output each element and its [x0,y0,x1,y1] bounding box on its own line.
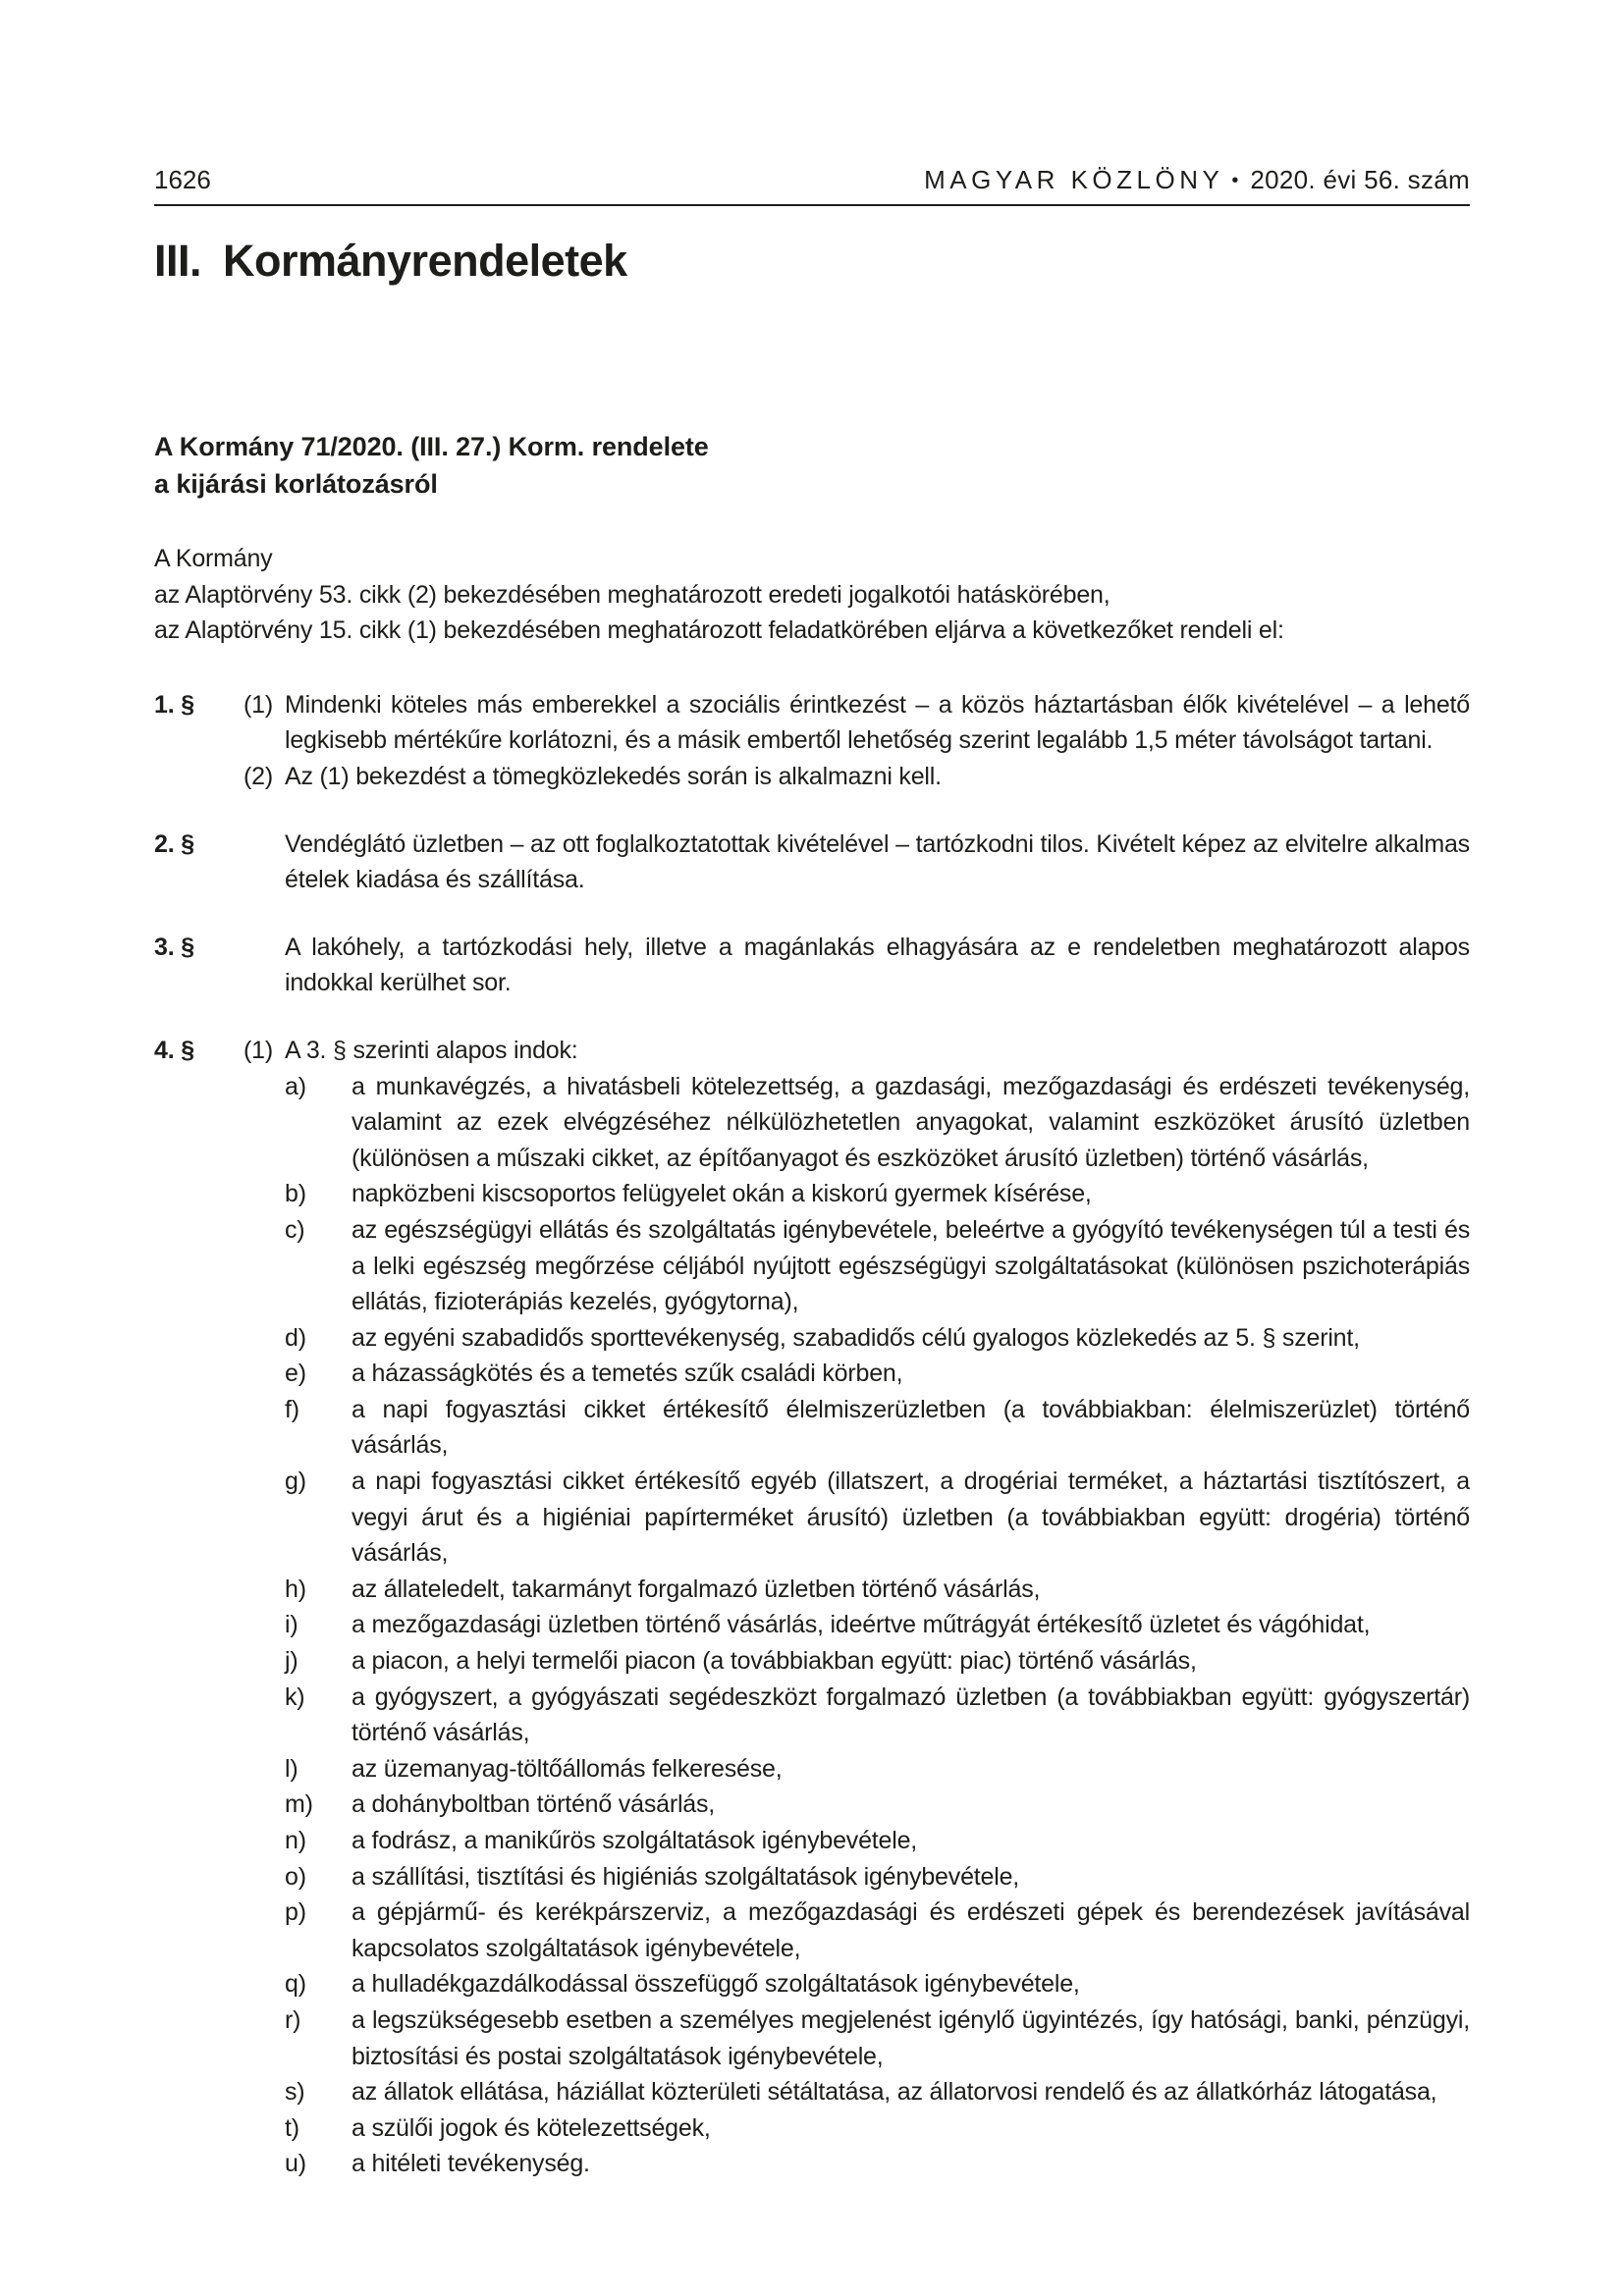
list-item-letter: t) [285,2113,299,2142]
law-paragraph [154,930,1470,1001]
page-content [154,0,1470,2182]
list-item-letter: d) [285,1323,306,1352]
list-item-text: a gépjármű- és kerékpárszerviz, a mezőgazdasági és erdészeti gépek és berendezések javításával kapcsolatos szolgáltatások igénybevétele, [352,1898,1470,1962]
journal-issue: 2020. évi 56. szám [1250,165,1470,194]
list-item-letter: f) [285,1395,299,1423]
list-item-text: a mezőgazdasági üzletben történő vásárlás, ideértve műtrágyát értékesítő üzletet és vágóhidat, [352,1611,1371,1639]
bullet-separator-icon: • [1231,170,1239,191]
list-item-letter: h) [285,1575,306,1603]
list-item-letter: p) [285,1898,306,1927]
chapter-heading [154,236,1470,287]
list-item [285,1787,1470,1823]
list-item [285,1751,1470,1788]
list-item [285,1895,1470,1966]
law-section [154,930,1470,1001]
list-item [285,1212,1470,1320]
chapter-title: Kormányrendeletek [223,236,627,286]
preamble [154,541,1470,649]
list-item-text: a piacon, a helyi termelői piacon (a továbbiakban együtt: piac) történő vásárlás, [352,1647,1197,1676]
list-item [285,1464,1470,1572]
list-item-text: a dohányboltban történő vásárlás, [352,1790,716,1819]
list-item [285,1859,1470,1896]
journal-name: MAGYAR KÖZLÖNY [924,165,1224,194]
paragraph-body [285,687,1470,759]
list-item [285,1607,1470,1643]
list-item-text: az állateledelt, takarmányt forgalmazó üzletben történő vásárlás, [352,1575,1041,1603]
list-item-letter: u) [285,2150,306,2178]
list-item-letter: n) [285,1827,306,1854]
list-item-text: az állatok ellátása, háziállat közterületi sétáltatása, az állatorvosi rendelő és az állatkórház látogatása, [352,2078,1437,2107]
list-item-letter: i) [285,1611,298,1639]
list-item [285,2110,1470,2147]
list-item-text: a szülői jogok és kötelezettségek, [352,2113,711,2142]
paragraph-body [285,759,1470,795]
preamble-line: az Alaptörvény 15. cikk (1) bekezdésében meghatározott feladatkörében eljárva a következőket rendeli el: [154,616,1284,645]
list-item-letter: a) [285,1072,306,1100]
paragraph-marker: (1) [244,1036,273,1064]
list-item [285,1680,1470,1751]
section-number: 3. § [154,933,194,961]
list-item-text: az egyéni szabadidős sporttevékenység, szabadidős célú gyalogos közlekedés az 5. § szerint, [352,1323,1360,1352]
list-item-letter: j) [285,1647,298,1676]
list-item-text: a szállítási, tisztítási és higiéniás szolgáltatások igénybevétele, [352,1862,1020,1891]
preamble-line: A Kormány [154,545,273,572]
list-item-letter: r) [285,2005,301,2034]
list-item-letter: k) [285,1682,305,1711]
list-item-letter: o) [285,1862,306,1891]
list-item [285,2146,1470,2182]
law-paragraph [154,759,1470,795]
list-item-letter: s) [285,2078,305,2107]
paragraph-text: Vendéglátó üzletben – az ott foglalkoztatottak kivételével – tartózkodni tilos. Kivételt képez az elvitelre alkalmas ételek kiadása és szállítása. [285,829,1470,894]
list-item-letter: b) [285,1180,306,1208]
law-section [154,1033,1470,2182]
list-item-letter: g) [285,1468,306,1496]
list-item [285,1392,1470,1464]
list-item-text: a napi fogyasztási cikket értékesítő egyéb (illatszert, a drogériai terméket, a háztartási tisztítószert, a vegyi árut és a higiéniai papírterméket árusító) üzletben (a továbbiakban együtt: drogéria) történő vásárlás, [352,1468,1470,1568]
law-paragraph [154,687,1470,759]
decree-title-line2: a kijárási korlátozásról [154,469,438,499]
journal-reference [924,167,1470,195]
paragraph-text: A lakóhely, a tartózkodási hely, illetve a magánlakás elhagyására az e rendeletben meghatározott alapos indokkal kerülhet sor. [285,933,1470,997]
list-item [285,1356,1470,1392]
page-number: 1626 [154,165,211,194]
list-item-text: a házasságkötés és a temetés szűk családi körben, [352,1360,903,1388]
preamble-line: az Alaptörvény 53. cikk (2) bekezdésében meghatározott eredeti jogalkotói hatáskörében, [154,580,1110,609]
chapter-number: III. [154,236,202,286]
decree-title [154,428,1470,503]
list-item [285,1176,1470,1212]
list-item-text: napközbeni kiscsoportos felügyelet okán a kiskorú gyermek kísérése, [352,1180,1092,1208]
list-item-letter: q) [285,1970,306,1999]
law-paragraph [154,827,1470,898]
list-item [285,1823,1470,1859]
list-item [285,2074,1470,2110]
list-item-letter: e) [285,1360,306,1388]
section-number: 1. § [154,690,194,719]
list-item-letter: l) [285,1754,298,1783]
list-item-letter: c) [285,1215,305,1244]
list-item-text: a legszükségesebb esetben a személyes megjelenést igénylő ügyintézés, így hatósági, banki, pénzügyi, biztosítási és postai szolgáltatások igénybevétele, [352,2005,1470,2070]
list-item-text: az üzemanyag-töltőállomás felkeresése, [352,1754,783,1783]
section-number: 2. § [154,829,194,858]
paragraph-text: Az (1) bekezdést a tömegközlekedés során is alkalmazni kell. [285,762,942,790]
decree-title-line1: A Kormány 71/2020. (III. 27.) Korm. rendelete [154,432,709,461]
section-number: 4. § [154,1036,194,1064]
law-paragraph [154,1033,1470,2182]
paragraph-body [285,1033,1470,2182]
list-item-text: az egészségügyi ellátás és szolgáltatás igénybevétele, beleértve a gyógyító tevékenységen túl a testi és a lelki egészség megőrzése céljából nyújtott egészségügyi szolgáltatásokat (különösen pszichoterápiás ellátás, fizioterápiás kezelés, gyógytorna), [352,1215,1470,1316]
list-item [285,1069,1470,1177]
list-item-text: a hulladékgazdálkodással összefüggő szolgáltatások igénybevétele, [352,1970,1080,1999]
law-section [154,687,1470,795]
list-item-text: a napi fogyasztási cikket értékesítő élelmiszerüzletben (a továbbiakban: élelmiszerüzlet) történő vásárlás, [352,1395,1470,1460]
list-item [285,1643,1470,1680]
list-item-text: a gyógyszert, a gyógyászati segédeszközt forgalmazó üzletben (a továbbiakban együtt: gyógyszertár) történő vásárlás, [352,1682,1470,1747]
list-item-text: a fodrász, a manikűrös szolgáltatások igénybevétele, [352,1827,918,1854]
sections [154,687,1470,2182]
law-section [154,827,1470,898]
paragraph-text: Mindenki köteles más emberekkel a szociális érintkezést – a közös háztartásban élők kivételével – a lehető legkisebb mértékűre korlátozni, és a másik embertől lehetőség szerint legalább 1,5 méter távolságot tartani. [285,690,1470,755]
list-item-text: a munkavégzés, a hivatásbeli kötelezettség, a gazdasági, mezőgazdasági és erdészeti tevékenység, valamint az ezek elvégzéséhez nélkülözhetetlen anyagokat, valamint eszközöket árusító üzletben (különösen a műszaki cikket, az építőanyagot és eszközöket árusító üzletben) történő vásárlás, [352,1072,1470,1172]
list-item [285,1966,1470,2002]
paragraph-body [285,930,1470,1001]
running-header [154,0,1470,206]
paragraph-body [285,827,1470,898]
paragraph-marker: (2) [244,762,273,790]
list-item-text: a hitéleti tevékenység. [352,2150,590,2178]
paragraph-marker: (1) [244,690,273,719]
paragraph-text: A 3. § szerinti alapos indok: [285,1036,578,1064]
list-item [285,1320,1470,1357]
list-item [285,2002,1470,2074]
list-item-letter: m) [285,1790,313,1819]
list-item [285,1572,1470,1608]
